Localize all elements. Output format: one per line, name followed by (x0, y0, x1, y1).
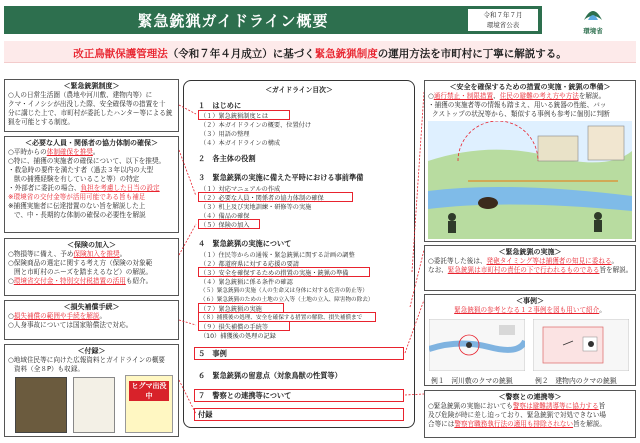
compensation-title: ＜損失補償手続＞ (63, 303, 120, 311)
poster-headline: ヒグマ出没中 (129, 381, 169, 401)
highlight-text: 緊急銃猟の参考となる１２事例を図も用いて紹介 (454, 306, 600, 314)
toc-item[interactable]: （３）用語の整理 (200, 131, 250, 138)
date-line: 令和７年７月 (483, 11, 523, 19)
ministry-name: 環境省 (583, 27, 603, 35)
text: ○緊急銃猟の実施においても (428, 402, 513, 410)
highlight-text: 保険加入を推奨 (73, 250, 120, 258)
toc-section-appendix[interactable]: 付録 (198, 410, 213, 419)
example-caption-1: 例１ 河川敷のクマの銃猟 (431, 377, 513, 385)
toc-section-5[interactable]: ５ 事例 (198, 349, 227, 358)
text: 、 (493, 92, 500, 100)
text-line: 資料（全８P）も収録。 (14, 365, 84, 373)
toc-item[interactable]: （５）緊急銃猟の実施（人の生命又は身体に対する危害の防止等） (200, 288, 368, 294)
text: ○ (8, 277, 14, 285)
cooperation-title: ＜必要な人員・関係者の協力体制の確保＞ (25, 139, 158, 147)
text: 旨を解説。 (573, 420, 607, 428)
toc-item[interactable]: （２）都道府県に対する応援の要請 (200, 261, 299, 268)
text-line: ※環境省の交付金等が活用可能である旨も補足 (8, 193, 146, 201)
toc-section-2[interactable]: ２ 各主体の役割 (198, 154, 256, 163)
toc-item[interactable]: （１）対応マニュアルの作成 (200, 186, 281, 193)
toc-section-4[interactable]: ４ 緊急銃猟の実施について (198, 239, 292, 248)
text-line: 分に講じた上で、市町村が委託したハンター等による銃 (8, 109, 173, 117)
text: ○平時からの (8, 148, 47, 156)
highlight-text: 発砲タイミング等は捕獲者の知見に委ねる (486, 257, 612, 265)
publisher-line: 環境省公表 (486, 21, 520, 29)
text: ○ (8, 312, 14, 320)
toc-item[interactable]: （４）緊急銃猟に係る条件の確認 (200, 279, 293, 286)
example-map-river (429, 319, 525, 371)
toc-item[interactable]: （６）緊急銃猟のための土地の立入等（土地の立入、障害物の除去） (200, 297, 374, 303)
highlight-text: 警察官職務執行法の適用も排除されない (454, 420, 574, 428)
text-line: クマ・イノシシが出没した際、安全確保等の措置を十 (8, 100, 166, 108)
text-line: 獣の捕獲経験を有していること等）の特定 (14, 175, 140, 183)
toc-item[interactable]: （８）捕獲後の処理、安全を確保する措置の解除、損失補償まで (200, 315, 363, 321)
text: ・外部者に委託の場合、 (8, 184, 81, 192)
overview-title: ＜緊急銃猟制度＞ (63, 82, 120, 90)
text-line: で、中・長期的な体制の確保の必要性を解説 (14, 211, 146, 219)
subtitle-text: の運用方法を市町村に丁寧に解説する。 (377, 48, 567, 60)
implementation-box (424, 245, 636, 291)
highlight-text: 環境省交付金・特別交付税措置の活用 (13, 277, 126, 285)
text-line: ○特に、捕獲の実施者の確保について、以下を推奨。 (8, 157, 166, 165)
highlight-text: 通行禁止・制限措置 (433, 92, 494, 100)
appendix-title: ＜付録＞ (77, 347, 106, 355)
toc-title: ＜ガイドライン目次＞ (265, 86, 333, 94)
highlight-text: 緊急銃猟は市町村の責任の下で行われるものである (447, 266, 600, 274)
text: 旨を解説。 (599, 266, 633, 274)
text: なお、 (428, 266, 448, 274)
text-line: ○人身事故については国家賠償法で対応。 (8, 321, 133, 329)
insurance-title: ＜保険の加入＞ (67, 241, 116, 249)
text: 。 (99, 312, 107, 320)
highlight-text: 住民の避難の考え方や方法 (499, 92, 579, 100)
text: 。 (92, 148, 100, 156)
toc-section-3[interactable]: ３ 緊急銃猟の実施に備えた平時における事前準備 (198, 173, 364, 182)
subtitle-system: 緊急銃猟制度 (314, 48, 378, 60)
text-line: クストップの状況等から、類似する事例も参考に個別に判断 (432, 110, 610, 118)
highlight-text: 負担を考慮した日当の設定 (80, 184, 160, 192)
text-line: ※捕獲実施者に伝達措置のない旨を解説した上 (8, 202, 146, 210)
safety-title: ＜安全を確保するための措置の実施・銃猟の準備＞ (449, 83, 611, 91)
police-title: ＜警察との連携等＞ (498, 393, 562, 401)
toc-item[interactable]: （10）捕獲後の処理の記録 (200, 333, 276, 340)
text-line: ○地域住民等に向けた広報資料とガイドラインの概要 (8, 356, 166, 364)
toc-item[interactable]: （４）備品の確保 (200, 213, 250, 220)
text-line: ・救急時の要件を満たす者（過去３年以内の大型 (8, 166, 154, 174)
text: を解説。 (578, 92, 606, 100)
toc-item[interactable]: （５）保険の加入 (200, 222, 250, 229)
text: ○物損等に備え、予め (8, 250, 74, 258)
text: 旨 (598, 402, 606, 410)
page-title: 緊急銃猟ガイドライン概要 (137, 12, 329, 30)
text: 。 (611, 257, 619, 265)
safety-illustration (428, 121, 632, 239)
text: 合等には (428, 420, 455, 428)
highlight-text: 警察は避難誘導等に協力する (512, 402, 599, 410)
text-line: 囲と市町村のニーズを踏まえるなど）の解説。 (14, 268, 153, 276)
text-line: ○人の日常生活圏（農地や河川敷、建物内等）に (8, 91, 153, 99)
text: ○委託等した後は、 (428, 257, 487, 265)
text: 。 (599, 306, 606, 314)
text: 。 (119, 250, 127, 258)
toc-item[interactable]: （２）本ガイドラインの概要、位置付け (200, 122, 312, 129)
toc-section-6[interactable]: ６ 緊急銃猟の留意点（対象鳥獣の性質等） (198, 371, 342, 380)
text-line: 及び危険が時に差し迫っており、緊急銃猟で対処できない場 (428, 411, 607, 419)
highlight-text: 損失補償の範囲や手続を解説 (13, 312, 100, 320)
text-line: ・捕獲の実施者等の情報も踏まえ、用いる銃器の性能、バッ (428, 101, 607, 109)
toc-item[interactable]: （１）緊急銃猟制度とは (200, 113, 269, 120)
toc-item[interactable]: （９）損失補償の手続等 (200, 324, 269, 331)
toc-item[interactable]: （１）住民等からの通報・緊急銃猟に関する計画の調整 (200, 252, 355, 259)
toc-item[interactable]: （２）必要な人員・関係者の協力体制の確保 (200, 195, 324, 202)
text-line: ○保険商品の選定に関する考え方（保険の対象範 (8, 259, 153, 267)
text-line: 猟を可能とする制度。 (8, 118, 74, 126)
examples-title: ＜事例＞ (516, 297, 544, 305)
subtitle-law: 改正鳥獣保護管理法 (73, 48, 168, 60)
implementation-title: ＜緊急銃猟の実施＞ (498, 248, 562, 256)
toc-item[interactable]: （４）本ガイドラインの構成 (200, 140, 281, 147)
toc-section-7[interactable]: ７ 警察との連携等について (198, 391, 292, 400)
highlight-text: 体制確保を推奨 (46, 148, 93, 156)
toc-item[interactable]: （７）緊急銃猟の実施 (200, 306, 262, 313)
text: も紹介。 (125, 277, 153, 285)
toc-section-1[interactable]: １ はじめに (198, 101, 242, 110)
example-caption-2: 例２ 建物内のクマの銃猟 (535, 377, 617, 385)
subtitle-text: （令和７年４月成立）に基づく (167, 48, 315, 60)
toc-item[interactable]: （３）安全を確保するための措置の実施・銃猟の準備 (200, 270, 349, 277)
toc-item[interactable]: （３）机上及び実地訓練・研修等の実施 (200, 204, 312, 211)
text: ○ (428, 92, 434, 100)
police-box (424, 390, 636, 438)
examples-box (424, 294, 636, 386)
example-map-building (533, 319, 629, 371)
safety-box (424, 80, 636, 242)
